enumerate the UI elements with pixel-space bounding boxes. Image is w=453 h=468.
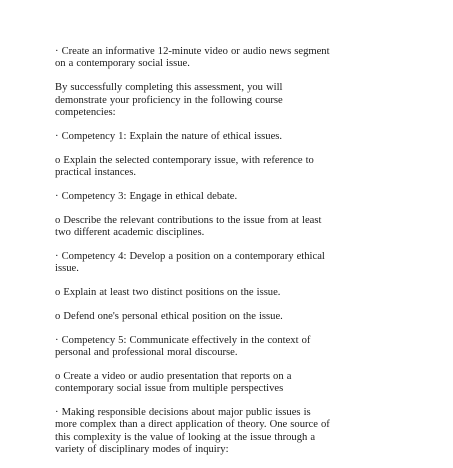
text-line: practical instances. bbox=[55, 167, 136, 179]
competency-5-paragraph bbox=[55, 335, 415, 360]
sub-item-paragraph bbox=[55, 311, 415, 323]
sub-item-paragraph bbox=[55, 371, 415, 396]
text-line: demonstrate your proficiency in the following course bbox=[55, 94, 283, 106]
text-line: o Defend one's personal ethical position on the issue. bbox=[55, 310, 283, 322]
text-line: more complex than a direct application of theory. One source of bbox=[55, 419, 330, 431]
sub-item-paragraph bbox=[55, 287, 415, 299]
sub-item-paragraph bbox=[55, 215, 415, 240]
bullet-paragraph-decisions bbox=[55, 407, 415, 457]
sub-item-paragraph bbox=[55, 155, 415, 180]
text-line: o Describe the relevant contributions to the issue from at least bbox=[55, 214, 322, 226]
text-line: competencies: bbox=[55, 107, 116, 119]
text-line: this complexity is the value of looking at the issue through a bbox=[55, 431, 316, 443]
competency-4-paragraph bbox=[55, 251, 415, 276]
text-line: o Explain the selected contemporary issue, with reference to bbox=[55, 154, 314, 166]
text-line: By successfully completing this assessment, you will bbox=[55, 82, 283, 94]
text-line: · Competency 5: Communicate effectively in the context of bbox=[55, 334, 311, 346]
competency-3-paragraph bbox=[55, 191, 415, 203]
text-line: o Explain at least two distinct positions on the issue. bbox=[55, 287, 281, 299]
text-line: · Competency 3: Engage in ethical debate. bbox=[55, 190, 238, 202]
text-line: · Competency 1: Explain the nature of ethical issues. bbox=[55, 130, 283, 142]
text-line: · Making responsible decisions about major public issues is bbox=[55, 407, 311, 419]
text-line: · Competency 4: Develop a position on a contemporary ethical bbox=[55, 250, 325, 262]
text-line: personal and professional moral discourse. bbox=[55, 347, 238, 359]
competency-1-paragraph bbox=[55, 131, 415, 143]
text-line: variety of disciplinary modes of inquiry: bbox=[55, 444, 229, 456]
document-body bbox=[55, 46, 415, 468]
text-line: issue. bbox=[55, 263, 79, 275]
intro-paragraph bbox=[55, 82, 415, 119]
text-line: o Create a video or audio presentation that reports on a bbox=[55, 370, 292, 382]
text-line: two different academic disciplines. bbox=[55, 227, 205, 239]
bullet-paragraph-assignment bbox=[55, 46, 415, 71]
text-line: on a contemporary social issue. bbox=[55, 58, 190, 70]
text-line: · Create an informative 12-minute video or audio news segment bbox=[55, 46, 330, 57]
text-line: contemporary social issue from multiple perspectives bbox=[55, 383, 284, 395]
